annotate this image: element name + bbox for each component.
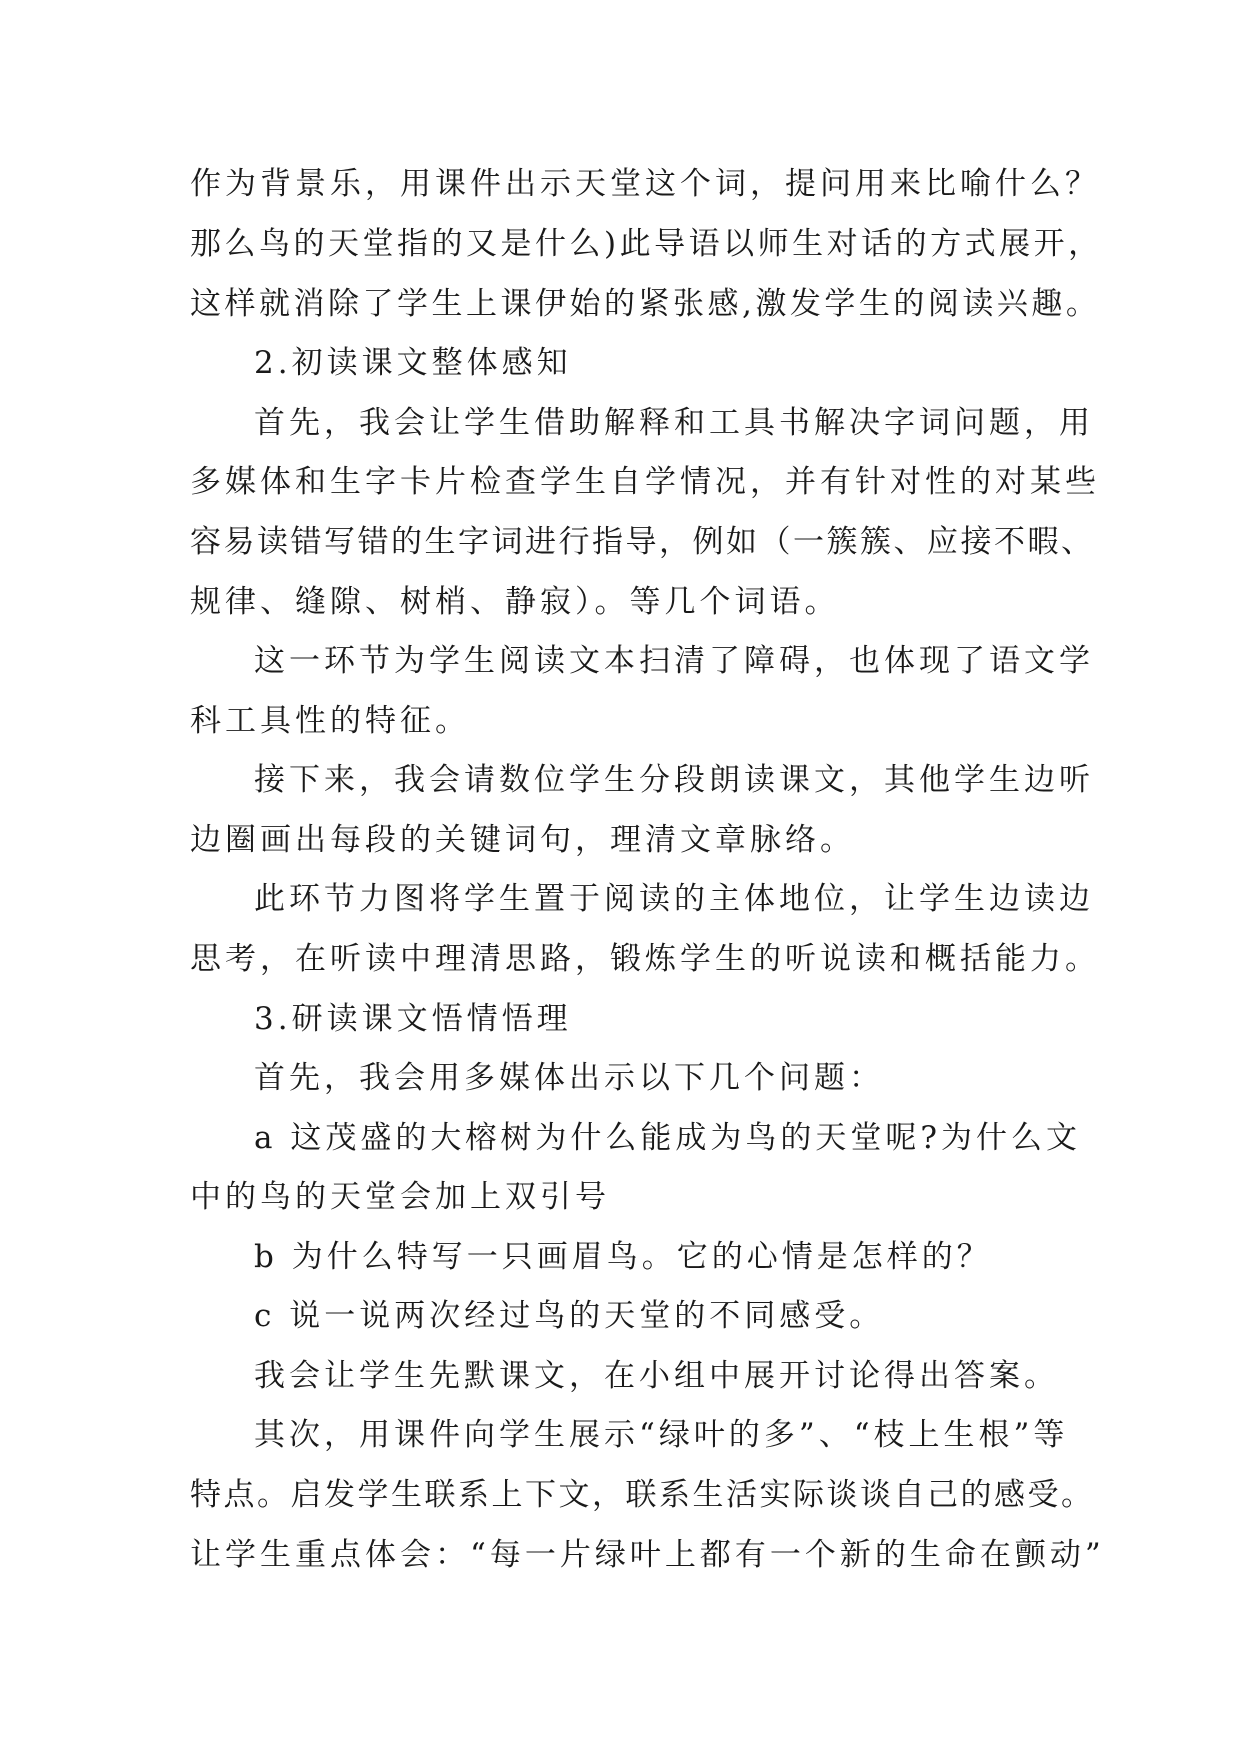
text-line: 那么鸟的天堂指的又是什么)此导语以师生对话的方式展开，: [190, 226, 1103, 262]
text-line: 这一环节为学生阅读文本扫清了障碍，也体现了语文学: [254, 643, 1094, 679]
text-line: 接下来，我会请数位学生分段朗读课文，其他学生边听: [254, 762, 1094, 798]
text-line: 让学生重点体会：“每一片绿叶上都有一个新的生命在颤动”: [190, 1537, 1105, 1573]
list-item: c 说一说两次经过鸟的天堂的不同感受。: [254, 1298, 885, 1334]
text-line: 容易读错写错的生字词进行指导，例如（一簇簇、应接不暇、: [190, 524, 1095, 560]
section-heading: 2.初读课文整体感知: [254, 345, 572, 381]
list-item: a 这茂盛的大榕树为什么能成为鸟的天堂呢?为什么文: [254, 1120, 1081, 1156]
text-line: 我会让学生先默课文，在小组中展开讨论得出答案。: [254, 1358, 1059, 1394]
text-line: 中的鸟的天堂会加上双引号: [190, 1179, 610, 1215]
text-line: 思考，在听读中理清思路，锻炼学生的听说读和概括能力。: [190, 941, 1100, 977]
text-line: 首先，我会让学生借助解释和工具书解决字词问题，用: [254, 405, 1094, 441]
text-line: 作为背景乐，用课件出示天堂这个词，提问用来比喻什么？: [190, 166, 1100, 202]
text-line: 特点。启发学生联系上下文，联系生活实际谈谈自己的感受。: [190, 1477, 1095, 1513]
text-line: 其次，用课件向学生展示“绿叶的多”、“枝上生根”等: [254, 1417, 1069, 1453]
text-line: 规律、缝隙、树梢、静寂）。等几个词语。: [190, 584, 840, 620]
section-heading: 3.研读课文悟情悟理: [254, 1001, 572, 1037]
text-line: 科工具性的特征。: [190, 703, 470, 739]
text-line: 边圈画出每段的关键词句，理清文章脉络。: [190, 822, 855, 858]
text-line: 此环节力图将学生置于阅读的主体地位，让学生边读边: [254, 881, 1094, 917]
text-line: 多媒体和生字卡片检查学生自学情况，并有针对性的对某些: [190, 464, 1100, 500]
text-line: 这样就消除了学生上课伊始的紧张感,激发学生的阅读兴趣。: [190, 286, 1101, 322]
text-line: 首先，我会用多媒体出示以下几个问题：: [254, 1060, 884, 1096]
list-item: b 为什么特写一只画眉鸟。它的心情是怎样的？: [254, 1239, 992, 1275]
